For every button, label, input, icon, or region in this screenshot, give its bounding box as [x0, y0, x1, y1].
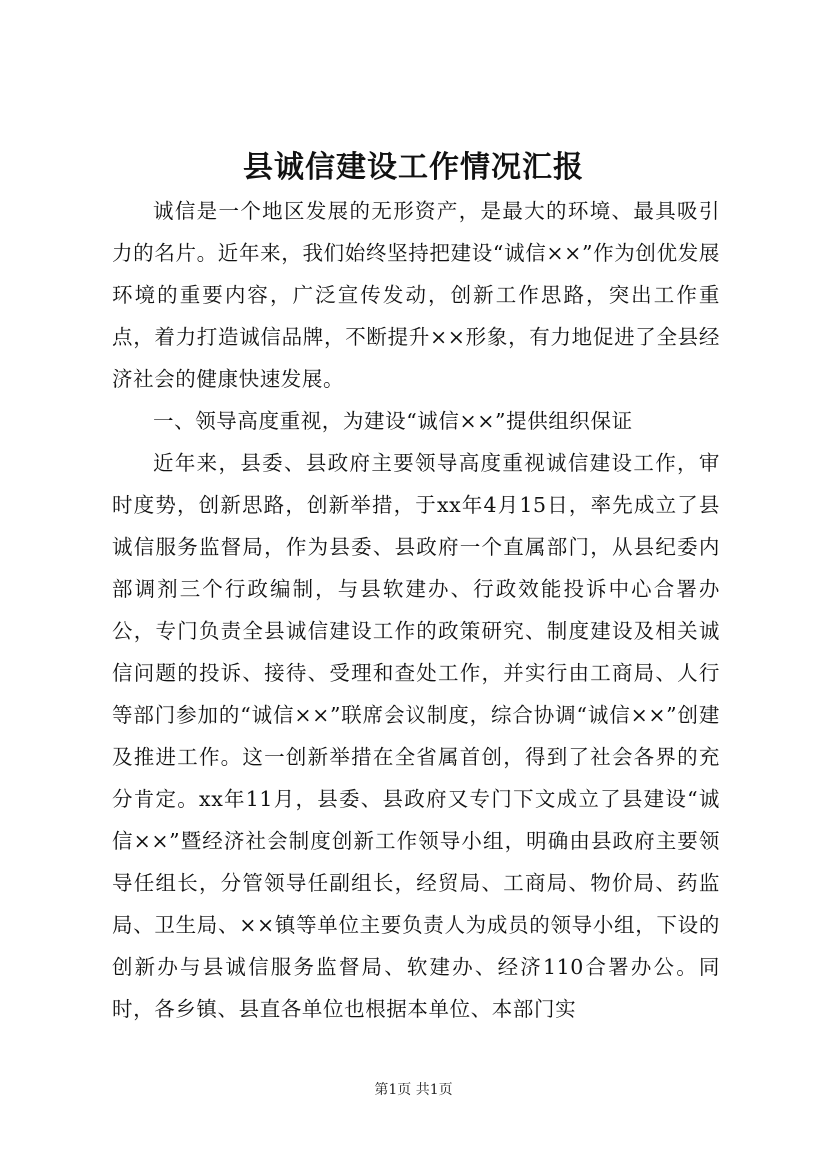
paragraph-intro: 诚信是一个地区发展的无形资产，是最大的环境、最具吸引力的名片。近年来，我们始终坚持把建设“诚信××”作为创优发展环境的重要内容，广泛宣传发动，创新工作思路，突出工作重点，着力打造诚信品牌，不断提升××形象，有力地促进了全县经济社会的健康快速发展。 [112, 199, 720, 391]
document-title: 县诚信建设工作情况汇报 [243, 150, 584, 185]
section-heading-1: 一、领导高度重视，为建设“诚信××”提供组织保证 [153, 409, 633, 433]
document-body [112, 190, 720, 1030]
page-number-footer: 第1页 共1页 [374, 1082, 453, 1098]
paragraph-section-1: 近年来，县委、县政府主要领导高度重视诚信建设工作，审时度势，创新思路，创新举措，于xx年4月15日，率先成立了县诚信服务监督局，作为县委、县政府一个直属部门，从县纪委内部调剂三个行政编制，与县软建办、行政效能投诉中心合署办公，专门负责全县诚信建设工作的政策研究、制度建设及相关诚信问题的投诉、接待、受理和查处工作，并实行由工商局、人行等部门参加的“诚信××”联席会议制度，综合协调“诚信××”创建及推进工作。这一创新举措在全省属首创，得到了社会各界的充分肯定。xx年11月，县委、县政府又专门下文成立了县建设“诚信××”暨经济社会制度创新工作领导小组，明确由县政府主要领导任组长，分管领导任副组长，经贸局、工商局、物价局、药监局、卫生局、××镇等单位主要负责人为成员的领导小组，下设的创新办与县诚信服务监督局、软建办、经济110合署办公。同时，各乡镇、县直各单位也根据本单位、本部门实 [112, 451, 720, 1021]
